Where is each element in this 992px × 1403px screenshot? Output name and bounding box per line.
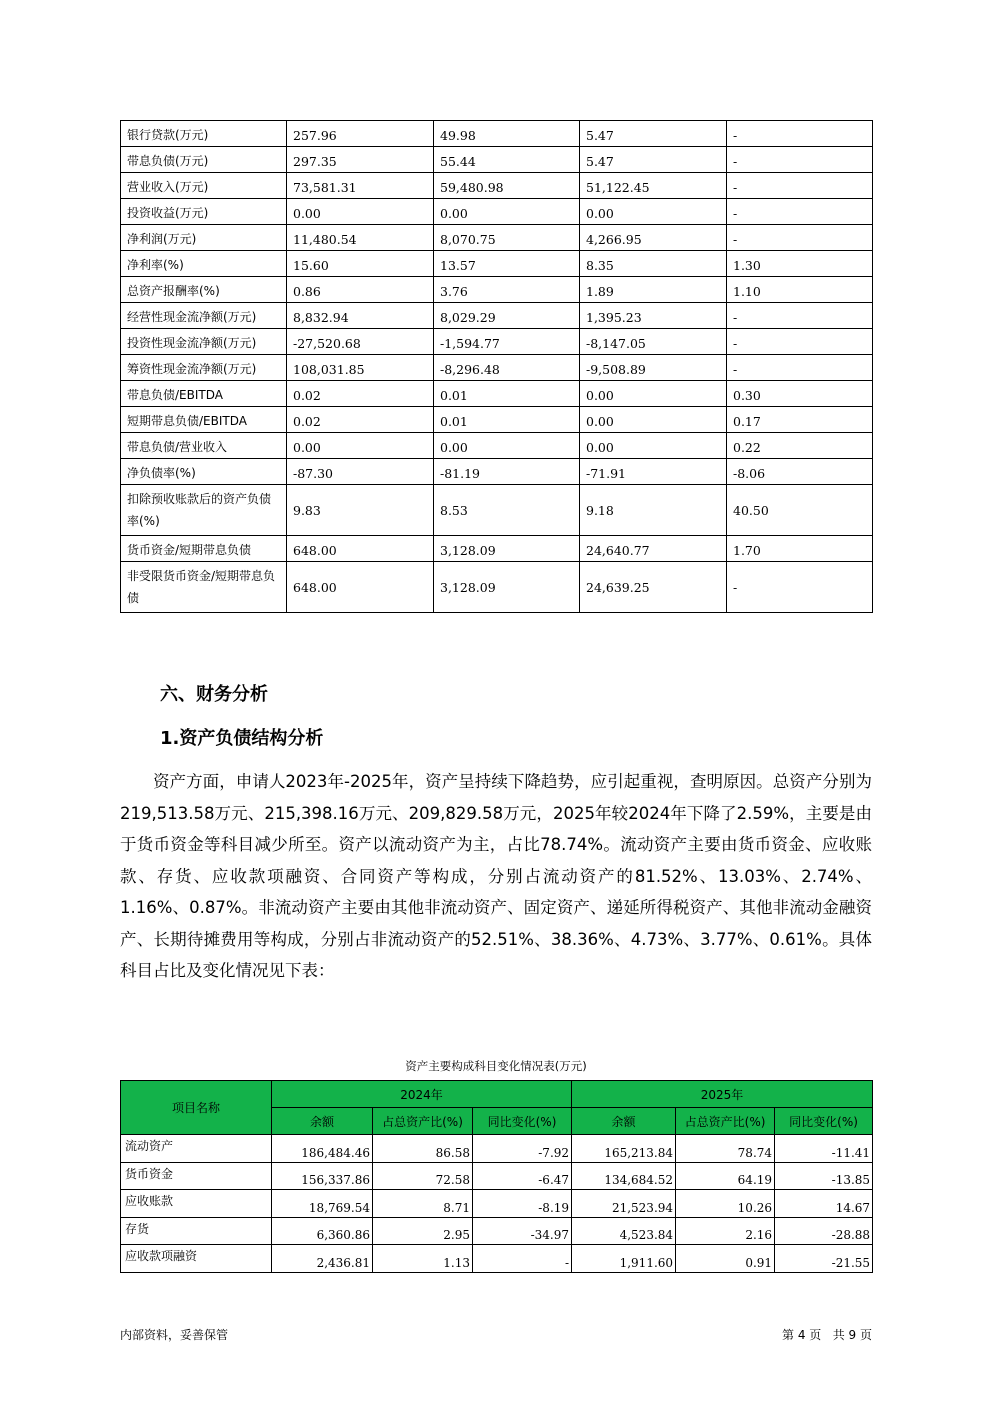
metrics-row [121,277,873,303]
metric-value: 0.00 [287,199,434,225]
metric-value: 8.53 [434,485,580,536]
cell-value: 72.58 [373,1162,473,1190]
column-header: 占总资产比(%) [676,1108,775,1135]
metric-label: 总资产报酬率(%) [121,277,287,303]
metrics-row [121,485,873,536]
column-header: 余额 [272,1108,373,1135]
metrics-row [121,562,873,613]
metric-value: 59,480.98 [434,173,580,199]
year-2024-header: 2024年 [272,1081,572,1108]
metric-value: 3,128.09 [434,536,580,562]
section-heading: 六、财务分析 [160,684,268,705]
metric-value: 5.47 [580,147,727,173]
item-name-header: 项目名称 [121,1081,272,1135]
metric-value: - [727,147,873,173]
metric-label: 营业收入(万元) [121,173,287,199]
column-header: 同比变化(%) [473,1108,572,1135]
metric-value: 1,395.23 [580,303,727,329]
table-row [121,1135,873,1163]
metric-value: 1.89 [580,277,727,303]
metric-value: 108,031.85 [287,355,434,381]
metrics-row [121,121,873,147]
metric-value: 0.00 [434,199,580,225]
metric-value: - [727,121,873,147]
metric-label: 非受限货币资金/短期带息负债 [121,562,287,613]
sub-heading: 1.资产负债结构分析 [160,728,324,749]
metric-value: 257.96 [287,121,434,147]
table-row [121,1190,873,1218]
metric-label: 带息负债(万元) [121,147,287,173]
metric-label: 扣除预收账款后的资产负债率(%) [121,485,287,536]
year-2025-header: 2025年 [572,1081,873,1108]
metric-value: -71.91 [580,459,727,485]
metric-value: 4,266.95 [580,225,727,251]
metric-label: 带息负债/EBITDA [121,381,287,407]
cell-value: 78.74 [676,1135,775,1163]
cell-value: 2.95 [373,1217,473,1245]
metric-value: - [727,562,873,613]
cell-value: -7.92 [473,1135,572,1163]
metric-value: -9,508.89 [580,355,727,381]
metric-value: 1.10 [727,277,873,303]
metric-value: 24,640.77 [580,536,727,562]
metric-label: 投资性现金流净额(万元) [121,329,287,355]
metric-value: 0.00 [580,407,727,433]
cell-value: 165,213.84 [572,1135,676,1163]
metric-label: 货币资金/短期带息负债 [121,536,287,562]
metric-value: 55.44 [434,147,580,173]
metric-value: - [727,355,873,381]
table-row [121,1217,873,1245]
metric-value: -27,520.68 [287,329,434,355]
cell-value: 1.13 [373,1245,473,1273]
metrics-row [121,147,873,173]
metric-value: 0.00 [434,433,580,459]
cell-value: 2.16 [676,1217,775,1245]
table-caption: 资产主要构成科目变化情况表(万元) [405,1059,587,1073]
metric-value: 648.00 [287,536,434,562]
metric-value: 40.50 [727,485,873,536]
metric-value: 11,480.54 [287,225,434,251]
cell-value: 14.67 [775,1190,873,1218]
metric-value: 49.98 [434,121,580,147]
metric-label: 净利率(%) [121,251,287,277]
metric-value: 9.83 [287,485,434,536]
metric-value: -8,296.48 [434,355,580,381]
cell-value: 4,523.84 [572,1217,676,1245]
item-label: 应收款项融资 [121,1245,272,1273]
metric-value: 3,128.09 [434,562,580,613]
metric-value: 15.60 [287,251,434,277]
metric-value: 73,581.31 [287,173,434,199]
cell-value: 18,769.54 [272,1190,373,1218]
metric-label: 净利润(万元) [121,225,287,251]
metric-value: 0.22 [727,433,873,459]
metric-value: 13.57 [434,251,580,277]
metric-value: 8.35 [580,251,727,277]
cell-value: 64.19 [676,1162,775,1190]
metrics-row [121,251,873,277]
metric-value: 648.00 [287,562,434,613]
cell-value: 86.58 [373,1135,473,1163]
metric-value: 0.01 [434,407,580,433]
metric-value: 0.01 [434,381,580,407]
metric-value: -87.30 [287,459,434,485]
metric-label: 银行贷款(万元) [121,121,287,147]
metric-value: -8,147.05 [580,329,727,355]
cell-value: 1,911.60 [572,1245,676,1273]
cell-value: -28.88 [775,1217,873,1245]
item-label: 存货 [121,1217,272,1245]
metric-label: 净负债率(%) [121,459,287,485]
metric-value: 9.18 [580,485,727,536]
metric-label: 带息负债/营业收入 [121,433,287,459]
metric-value: 0.17 [727,407,873,433]
metric-value: 0.00 [287,433,434,459]
metric-value: -8.06 [727,459,873,485]
metric-value: 51,122.45 [580,173,727,199]
metrics-row [121,303,873,329]
cell-value: 156,337.86 [272,1162,373,1190]
metric-value: 0.86 [287,277,434,303]
metric-value: 297.35 [287,147,434,173]
metric-value: - [727,329,873,355]
metric-value: - [727,173,873,199]
column-header: 同比变化(%) [775,1108,873,1135]
metric-label: 投资收益(万元) [121,199,287,225]
cell-value: 186,484.46 [272,1135,373,1163]
cell-value: -11.41 [775,1135,873,1163]
metric-value: 0.00 [580,433,727,459]
metric-value: -1,594.77 [434,329,580,355]
cell-value: 6,360.86 [272,1217,373,1245]
assets-composition-table [120,1080,873,1273]
column-header: 余额 [572,1108,676,1135]
metric-value: 1.70 [727,536,873,562]
metric-value: 0.30 [727,381,873,407]
metric-value: 0.00 [580,381,727,407]
metrics-row [121,433,873,459]
cell-value: 0.91 [676,1245,775,1273]
cell-value: 10.26 [676,1190,775,1218]
cell-value: - [473,1245,572,1273]
cell-value: 134,684.52 [572,1162,676,1190]
item-label: 应收账款 [121,1190,272,1218]
metrics-row [121,173,873,199]
financial-metrics-table [120,120,873,613]
column-header: 占总资产比(%) [373,1108,473,1135]
metric-value: 8,029.29 [434,303,580,329]
cell-value: -13.85 [775,1162,873,1190]
metrics-row [121,225,873,251]
metrics-row [121,459,873,485]
metric-value: 1.30 [727,251,873,277]
cell-value: -21.55 [775,1245,873,1273]
table-row [121,1162,873,1190]
footer-left: 内部资料，妥善保管 [120,1328,229,1342]
metrics-row [121,329,873,355]
metrics-row [121,355,873,381]
metric-value: 3.76 [434,277,580,303]
cell-value: 21,523.94 [572,1190,676,1218]
cell-value: -6.47 [473,1162,572,1190]
metric-value: 5.47 [580,121,727,147]
metric-value: 8,070.75 [434,225,580,251]
metrics-row [121,407,873,433]
table-row [121,1245,873,1273]
metric-value: -81.19 [434,459,580,485]
cell-value: 8.71 [373,1190,473,1218]
item-label: 货币资金 [121,1162,272,1190]
analysis-paragraph: 资产方面，申请人2023年-2025年，资产呈持续下降趋势，应引起重视，查明原因。总资产分别为219,513.58万元、215,398.16万元、209,829.58万元，2025年较2024年下降了2.59%，主要是由于货币资金等科目减少所至。资产以流动资产为主，占比78.74%。流动资产主要由货币资金、应收账款、存货、应收款项融资、合同资产等构成，分别占流动资产的81.52%、13.03%、2.74%、1.16%、0.87%。非流动资产主要由其他非流动资产、固定资产、递延所得税资产、其他非流动金融资产、长期待摊费用等构成，分别占非流动资产的52.51%、38.36%、4.73%、3.77%、0.61%。具体科目占比及变化情况见下表： [120,772,872,980]
cell-value: 2,436.81 [272,1245,373,1273]
metric-value: 24,639.25 [580,562,727,613]
item-label: 流动资产 [121,1135,272,1163]
metric-value: 0.00 [580,199,727,225]
footer-page-number: 第 4 页 共 9 页 [782,1328,872,1342]
metric-value: - [727,199,873,225]
metrics-row [121,536,873,562]
metric-label: 筹资性现金流净额(万元) [121,355,287,381]
metric-value: 8,832.94 [287,303,434,329]
metric-label: 经营性现金流净额(万元) [121,303,287,329]
metric-value: 0.02 [287,381,434,407]
cell-value: -8.19 [473,1190,572,1218]
metrics-row [121,381,873,407]
metrics-row [121,199,873,225]
cell-value: -34.97 [473,1217,572,1245]
metric-value: - [727,303,873,329]
metric-value: - [727,225,873,251]
metric-value: 0.02 [287,407,434,433]
metric-label: 短期带息负债/EBITDA [121,407,287,433]
